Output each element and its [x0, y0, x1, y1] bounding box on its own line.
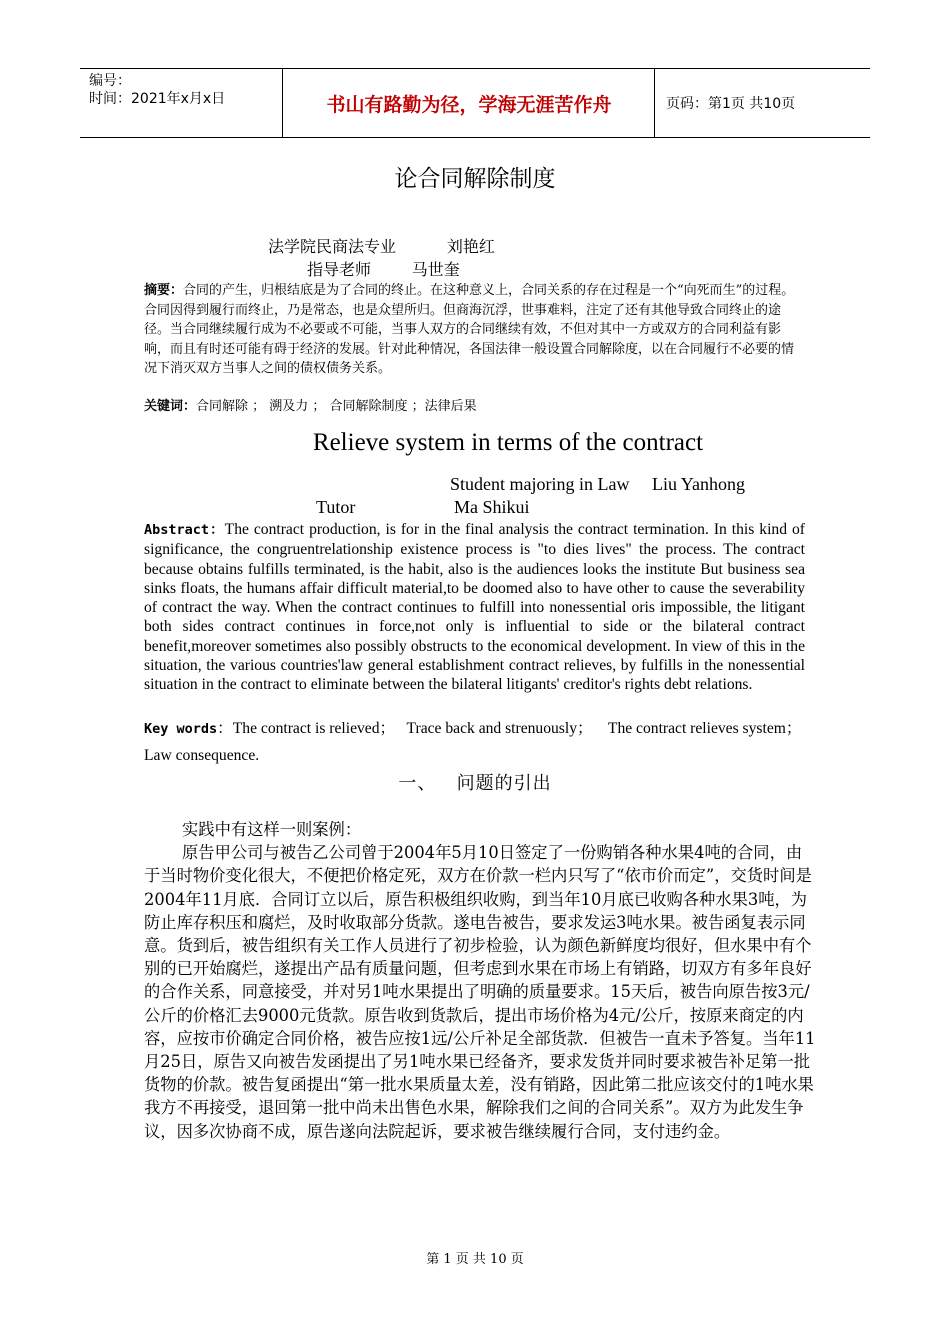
english-tutor-label: Tutor	[316, 497, 356, 517]
header-page-info: 页码：第1页 共10页	[666, 96, 796, 112]
english-title: Relieve system in terms of the contract	[312, 429, 704, 456]
number-label: 编号：	[89, 73, 131, 89]
keywords-cn-text: 合同解除 ； 溯及力 ； 合同解除制度 ；法律后果	[196, 399, 477, 414]
page-footer: 第 1 页 共 10 页	[426, 1252, 524, 1267]
abstract-en-label: Abstract：	[144, 522, 225, 538]
page-title: 论合同解除制度	[394, 166, 556, 192]
body-paragraph: 实践中有这样一则案例：	[182, 820, 362, 839]
abstract-cn	[144, 281, 806, 379]
page-header	[80, 68, 870, 138]
abstract-cn-text: 合同的产生，归根结底是为了合同的终止。在这种意义上，合同关系的存在过程是一个“向死而生”的过程。合同因得到履行而终止，乃是常态，也是众望所归。但商海沉浮，世事难料，注定了还有其他导致合同终止的途径。当合同继续履行成为不必要或不可能，当事人双方的合同继续有效，不但对其中一方或双方的合同利益有影响，而且有时还可能有碍于经济的发展。针对此种情况，各国法律一般设置合同解除度，以在合同履行不必要的情况下消灭双方当事人之间的债权债务关系。	[144, 283, 795, 376]
header-meta	[89, 72, 225, 108]
keywords-en	[144, 716, 821, 768]
abstract-cn-label: 摘要：	[144, 283, 184, 298]
section-heading: 一、 问题的引出	[398, 773, 552, 794]
english-tutor-name: Ma Shikui	[454, 497, 530, 517]
body-paragraph: 原告甲公司与被告乙公司曾于2004年5月10日签定了一份购销各种水果4吨的合同，由于当时物价变化很大，不便把价格定死，双方在价款一栏内只写了“依市价而定”，交货时间是2004年11月底．合同订立以后，原告积极组织收购，到当年10月底已收购各种水果3吨，为防止库存积压和腐烂，及时收取部分货款。遂电告被告，要求发运3吨水果。被告函复表示同意。货到后，被告组织有关工作人员进行了初步检验，认为颜色新鲜度均很好，但水果中有个别的已开始腐烂，遂提出产品有质量问题，但考虑到水果在市场上有销路，切双方有多年良好的合作关系，同意接受，并对另1吨水果提出了明确的质量要求。15天后，被告向原告按3元/公斤的价格汇去9000元货款。原告收到货款后，提出市场价格为4元/公斤，按原来商定的内容，应按市价确定合同价格，被告应按1远/公斤补足全部货款．但被告一直未予答复。当年11月25日，原告又向被告发函提出了另1吨水果已经备齐，要求发货并同时要求被告补足第一批货物的价款。被告复函提出“第一批水果质量太差，没有销路，因此第二批应该交付的1吨水果我方不再接受，退回第一批中尚未出售色水果，解除我们之间的合同关系”。双方为此发生争议，因多次协商不成，原告遂向法院起诉，要求被告继续履行合同，支付违约金。	[144, 843, 816, 1141]
keywords-cn	[144, 397, 806, 417]
author-line: 法学院民商法专业 刘艳红	[268, 237, 495, 256]
body-text	[144, 818, 816, 1143]
english-author-line: Student majoring in Law Liu Yanhong	[450, 474, 745, 494]
tutor-line: 指导老师 马世奎	[307, 260, 460, 279]
abstract-en-text: The contract production, is for in the final analysis the contract termination. In this kind of significance, the congruentrelationship existence process is "to dies lives" the process. The contract because obtains fulfills terminated, is the habit, also is the audiences looks the institute But business sea sinks floats, the humans affair difficult material,to be doomed also to have other to cause the severability of contract the way. When the contract continues to fulfill into nonessential oris impossible, the litigant both sides contract continues in force,not only is influential to side or the bilateral contract benefit,moreover sometimes also possibly obstructs to the economical development. In view of this in the situation, the various countries'law general establishment contract relieves, by fulfills in the nonessential situation in the contract to eliminate between the bilateral litigants' creditor's rights debt relations.	[144, 521, 805, 694]
keywords-en-label: Key words	[144, 721, 218, 737]
abstract-en	[144, 520, 805, 695]
header-motto: 书山有路勤为径，学海无涯苦作舟	[326, 93, 612, 116]
keywords-cn-label: 关键词：	[144, 399, 197, 414]
header-divider	[654, 69, 655, 137]
time-label: 时间：2021年x月x日	[89, 91, 226, 107]
keywords-en-text: ：The contract is relieved； Trace back and strenuously； The contract relieves system； Law consequence.	[144, 720, 821, 764]
